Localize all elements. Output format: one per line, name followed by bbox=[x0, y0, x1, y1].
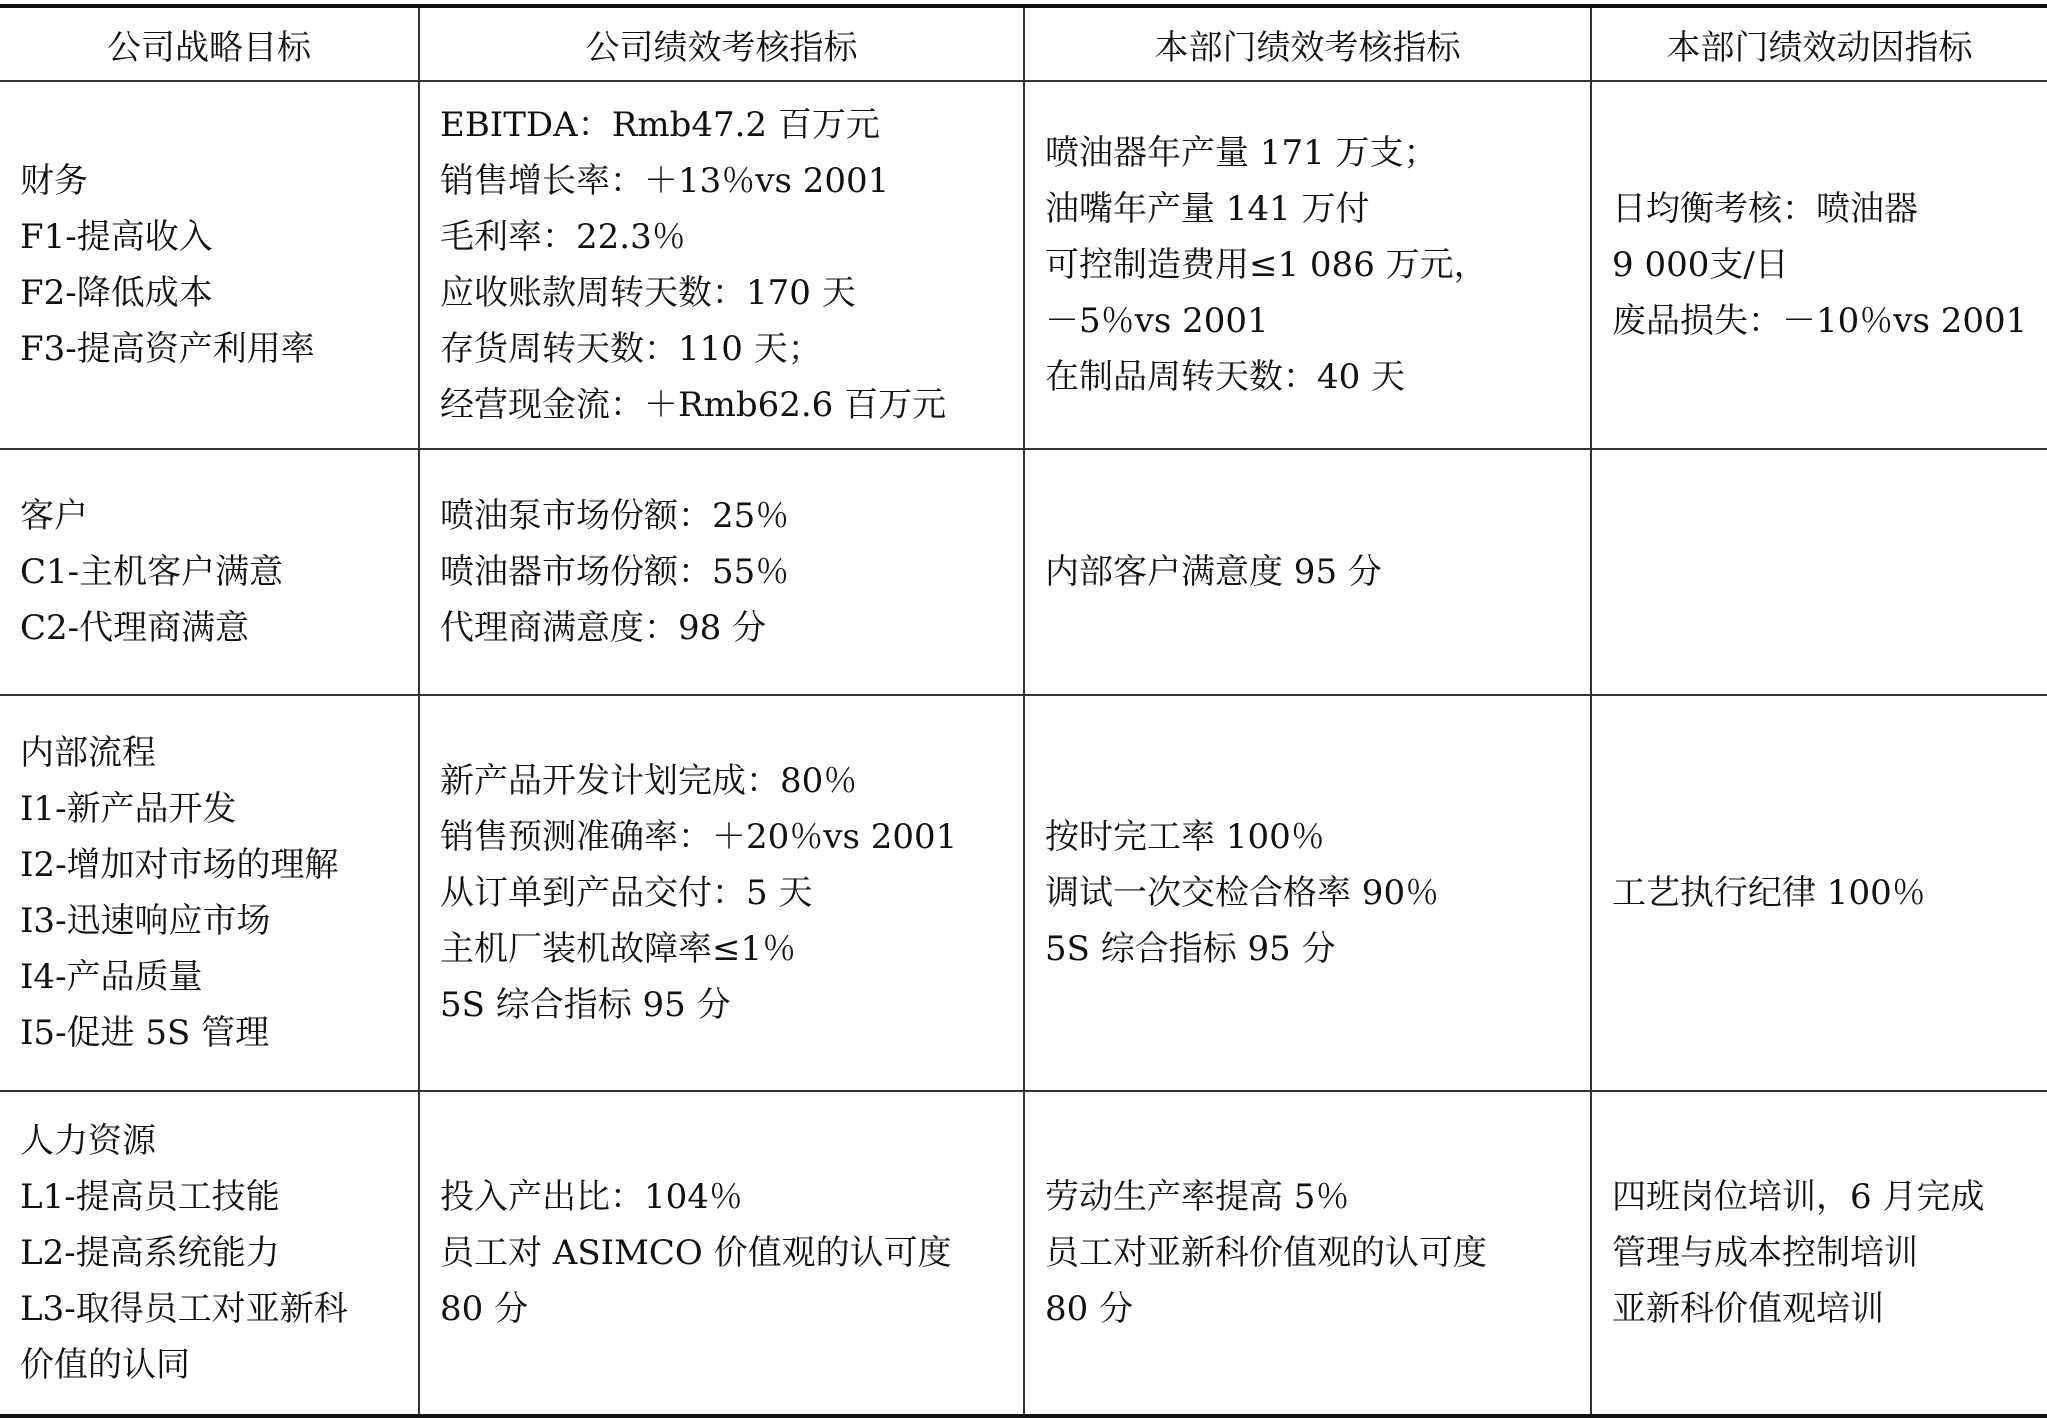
cell-line: 喷油泵市场份额：25％ bbox=[440, 496, 790, 536]
cell-strategy bbox=[0, 1091, 419, 1416]
cell-dept-kpi bbox=[1024, 81, 1591, 449]
cell-line: 价值的认同 bbox=[20, 1345, 190, 1385]
cell-line: L1-提高员工技能 bbox=[20, 1177, 280, 1217]
cell-line: 内部流程 bbox=[20, 733, 156, 773]
cell-line: 四班岗位培训，6 月完成 bbox=[1612, 1177, 1985, 1217]
cell-line: 80 分 bbox=[1045, 1289, 1134, 1329]
cell-line: 销售增长率：＋13％vs 2001 bbox=[440, 161, 890, 201]
cell-line: 代理商满意度：98 分 bbox=[440, 608, 767, 648]
cell-line: 劳动生产率提高 5％ bbox=[1045, 1177, 1350, 1217]
header-row bbox=[0, 6, 2047, 81]
cell-strategy bbox=[0, 695, 419, 1091]
cell-line: 按时完工率 100％ bbox=[1045, 817, 1325, 857]
cell-line: 客户 bbox=[20, 496, 88, 536]
header-strategy: 公司战略目标 bbox=[0, 6, 419, 81]
cell-dept-kpi bbox=[1024, 695, 1591, 1091]
cell-line: I1-新产品开发 bbox=[20, 789, 237, 829]
cell-line: 存货周转天数：110 天； bbox=[440, 329, 822, 369]
cell-line: 工艺执行纪律 100％ bbox=[1612, 873, 1926, 913]
cell-line: 亚新科价值观培训 bbox=[1612, 1289, 1884, 1329]
cell-line: 喷油器年产量 171 万支； bbox=[1045, 133, 1438, 173]
cell-line: I4-产品质量 bbox=[20, 957, 203, 997]
cell-line: 9 000支/日 bbox=[1612, 245, 1789, 285]
cell-line: I5-促进 5S 管理 bbox=[20, 1013, 270, 1053]
cell-line: 毛利率：22.3％ bbox=[440, 217, 686, 257]
cell-dept-driver bbox=[1591, 695, 2047, 1091]
table-row-finance bbox=[0, 81, 2047, 449]
cell-dept-driver bbox=[1591, 449, 2047, 695]
cell-line: F3-提高资产利用率 bbox=[20, 329, 315, 369]
cell-line: 5S 综合指标 95 分 bbox=[440, 985, 731, 1025]
table-row-internal-process bbox=[0, 695, 2047, 1091]
cell-line: C1-主机客户满意 bbox=[20, 552, 284, 592]
cell-line: EBITDA：Rmb47.2 百万元 bbox=[440, 105, 880, 145]
table-row-customer bbox=[0, 449, 2047, 695]
cell-strategy bbox=[0, 81, 419, 449]
cell-line: 人力资源 bbox=[20, 1121, 156, 1161]
cell-line: 可控制造费用≤1 086 万元， bbox=[1045, 245, 1488, 285]
cell-line: 在制品周转天数：40 天 bbox=[1045, 357, 1406, 397]
table-row-human-resources bbox=[0, 1091, 2047, 1416]
cell-line: F1-提高收入 bbox=[20, 217, 213, 257]
cell-line: 员工对亚新科价值观的认可度 bbox=[1045, 1233, 1487, 1273]
cell-dept-kpi bbox=[1024, 449, 1591, 695]
cell-line: 员工对 ASIMCO 价值观的认可度 bbox=[440, 1233, 952, 1273]
cell-line: 应收账款周转天数：170 天 bbox=[440, 273, 856, 313]
kpi-table bbox=[0, 4, 2047, 1418]
header-dept-driver: 本部门绩效动因指标 bbox=[1591, 6, 2047, 81]
cell-line: 管理与成本控制培训 bbox=[1612, 1233, 1918, 1273]
cell-line: I3-迅速响应市场 bbox=[20, 901, 271, 941]
cell-line: 5S 综合指标 95 分 bbox=[1045, 929, 1336, 969]
cell-line: L3-取得员工对亚新科 bbox=[20, 1289, 348, 1329]
cell-line: 日均衡考核：喷油器 bbox=[1612, 189, 1918, 229]
cell-line: C2-代理商满意 bbox=[20, 608, 250, 648]
cell-dept-kpi bbox=[1024, 1091, 1591, 1416]
header-dept-kpi: 本部门绩效考核指标 bbox=[1024, 6, 1591, 81]
cell-line: L2-提高系统能力 bbox=[20, 1233, 280, 1273]
cell-line: 主机厂装机故障率≤1％ bbox=[440, 929, 797, 969]
cell-line: 80 分 bbox=[440, 1289, 529, 1329]
cell-line: －5％vs 2001 bbox=[1045, 301, 1269, 341]
cell-company-kpi bbox=[419, 1091, 1024, 1416]
cell-line: 废品损失：－10％vs 2001 bbox=[1612, 301, 2028, 341]
header-company-kpi: 公司绩效考核指标 bbox=[419, 6, 1024, 81]
cell-line: 经营现金流：＋Rmb62.6 百万元 bbox=[440, 385, 947, 425]
cell-dept-driver bbox=[1591, 1091, 2047, 1416]
cell-line: 财务 bbox=[20, 161, 88, 201]
cell-line: I2-增加对市场的理解 bbox=[20, 845, 339, 885]
cell-strategy bbox=[0, 449, 419, 695]
cell-line: 从订单到产品交付：5 天 bbox=[440, 873, 813, 913]
cell-line: 新产品开发计划完成：80％ bbox=[440, 761, 858, 801]
cell-line: 销售预测准确率：＋20％vs 2001 bbox=[440, 817, 958, 857]
cell-line: 油嘴年产量 141 万付 bbox=[1045, 189, 1370, 229]
cell-company-kpi bbox=[419, 81, 1024, 449]
cell-line: F2-降低成本 bbox=[20, 273, 213, 313]
cell-dept-driver bbox=[1591, 81, 2047, 449]
cell-company-kpi bbox=[419, 695, 1024, 1091]
cell-line: 内部客户满意度 95 分 bbox=[1045, 552, 1382, 592]
cell-line: 调试一次交检合格率 90％ bbox=[1045, 873, 1440, 913]
cell-company-kpi bbox=[419, 449, 1024, 695]
cell-line: 投入产出比：104％ bbox=[440, 1177, 743, 1217]
cell-line: 喷油器市场份额：55％ bbox=[440, 552, 790, 592]
